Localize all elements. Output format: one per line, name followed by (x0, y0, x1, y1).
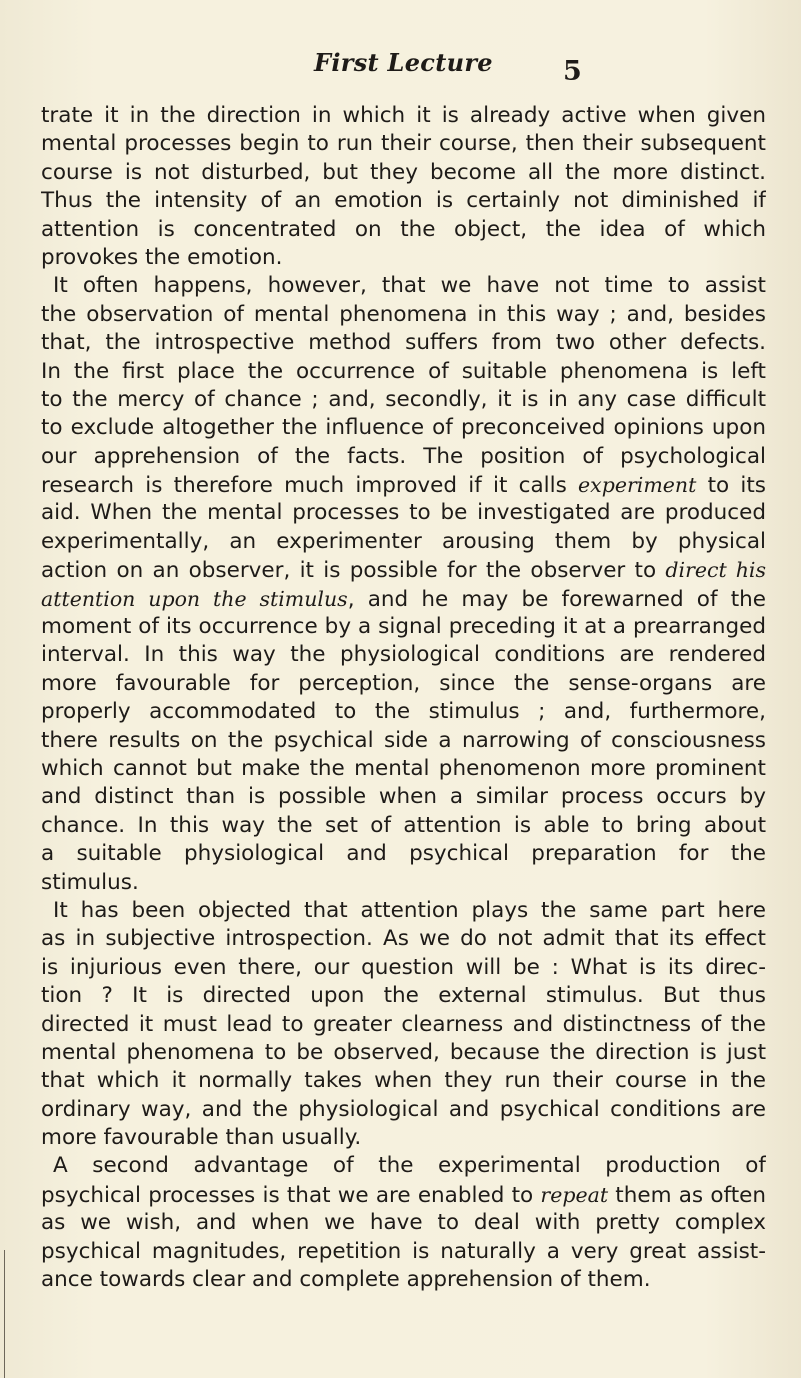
text-line: moment of its occurrence by a signal preceding it at a prearranged (41, 614, 766, 640)
text-line: tion ? It is directed upon the external stimulus. But thus (41, 983, 766, 1009)
text-line: as we wish, and when we have to deal with pretty complex (41, 1210, 766, 1236)
text-line: to the mercy of chance ; and, secondly, it is in any case difficult (41, 386, 766, 412)
text-line: attention upon the stimulus, and he may be forewarned of the (41, 586, 766, 612)
text-line: that, the introspective method suffers from two other defects. (41, 330, 766, 356)
text-line: chance. In this way the set of attention is able to bring about (41, 812, 766, 838)
text-line: a suitable physiological and psychical preparation for the (41, 841, 766, 867)
text-line: ordinary way, and the physiological and psychical conditions are (41, 1096, 766, 1122)
text-line: mental processes begin to run their course, then their subsequent (41, 131, 766, 157)
text-line: research is therefore much improved if it calls experiment to its (41, 473, 766, 499)
text-line: Thus the intensity of an emotion is certainly not diminished if (41, 188, 766, 214)
text-line: stimulus. (41, 869, 139, 895)
italic-term: repeat (540, 1182, 609, 1207)
text-line: mental phenomena to be observed, because the direction is just (41, 1039, 766, 1065)
page-number: 5 (563, 56, 582, 87)
page-header (0, 48, 801, 88)
italic-phrase: attention upon the stimulus (41, 586, 348, 611)
text-line: action on an observer, it is possible for the observer to direct his (41, 558, 766, 584)
text-line: attention is concentrated on the object, the idea of which (41, 216, 766, 242)
italic-phrase: direct his (665, 558, 766, 583)
paragraph-start-line: It has been objected that attention plays the same part here (53, 897, 766, 923)
running-title: First Lecture (314, 48, 493, 77)
text-line: and distinct than is possible when a similar process occurs by (41, 784, 766, 810)
italic-term: experiment (578, 473, 697, 498)
text-line: is injurious even there, our question will be : What is its direc- (41, 954, 766, 980)
text-line: properly accommodated to the stimulus ; and, furthermore, (41, 699, 766, 725)
text-line: our apprehension of the facts. The position of psychological (41, 443, 766, 469)
text-line: trate it in the direction in which it is already active when given (41, 103, 766, 128)
text-line: there results on the psychical side a narrowing of consciousness (41, 727, 766, 753)
body-text (41, 102, 766, 1294)
text-line: as in subjective introspection. As we do not admit that its effect (41, 926, 766, 952)
text-line: ance towards clear and complete apprehension of them. (41, 1267, 651, 1293)
text-line: aid. When the mental processes to be investigated are produced (41, 500, 766, 526)
text-line: provokes the emotion. (41, 244, 283, 270)
text-line: psychical processes is that we are enabled to repeat them as often (41, 1182, 766, 1208)
text-line: psychical magnitudes, repetition is naturally a very great assist- (41, 1238, 766, 1264)
text-line: more favourable for perception, since the sense-organs are (41, 670, 766, 696)
gutter-line (4, 1250, 5, 1378)
text-line: course is not disturbed, but they become all the more distinct. (41, 159, 766, 185)
paragraph-start-line: It often happens, however, that we have not time to assist (53, 273, 766, 299)
text-line: In the first place the occurrence of suitable phenomena is left (41, 358, 766, 384)
text-line: which cannot but make the mental phenomenon more prominent (41, 755, 766, 781)
text-line: directed it must lead to greater clearness and distinctness of the (41, 1011, 766, 1037)
text-line: experimentally, an experimenter arousing them by physical (41, 528, 766, 554)
paragraph-start-line: A second advantage of the experimental production of (53, 1153, 766, 1179)
text-line: that which it normally takes when they run their course in the (41, 1068, 766, 1094)
text-line: to exclude altogether the influence of preconceived opinions upon (41, 415, 766, 441)
text-line: more favourable than usually. (41, 1125, 362, 1151)
text-line: interval. In this way the physiological conditions are rendered (41, 642, 766, 668)
text-line: the observation of mental phenomena in this way ; and, besides (41, 301, 766, 327)
